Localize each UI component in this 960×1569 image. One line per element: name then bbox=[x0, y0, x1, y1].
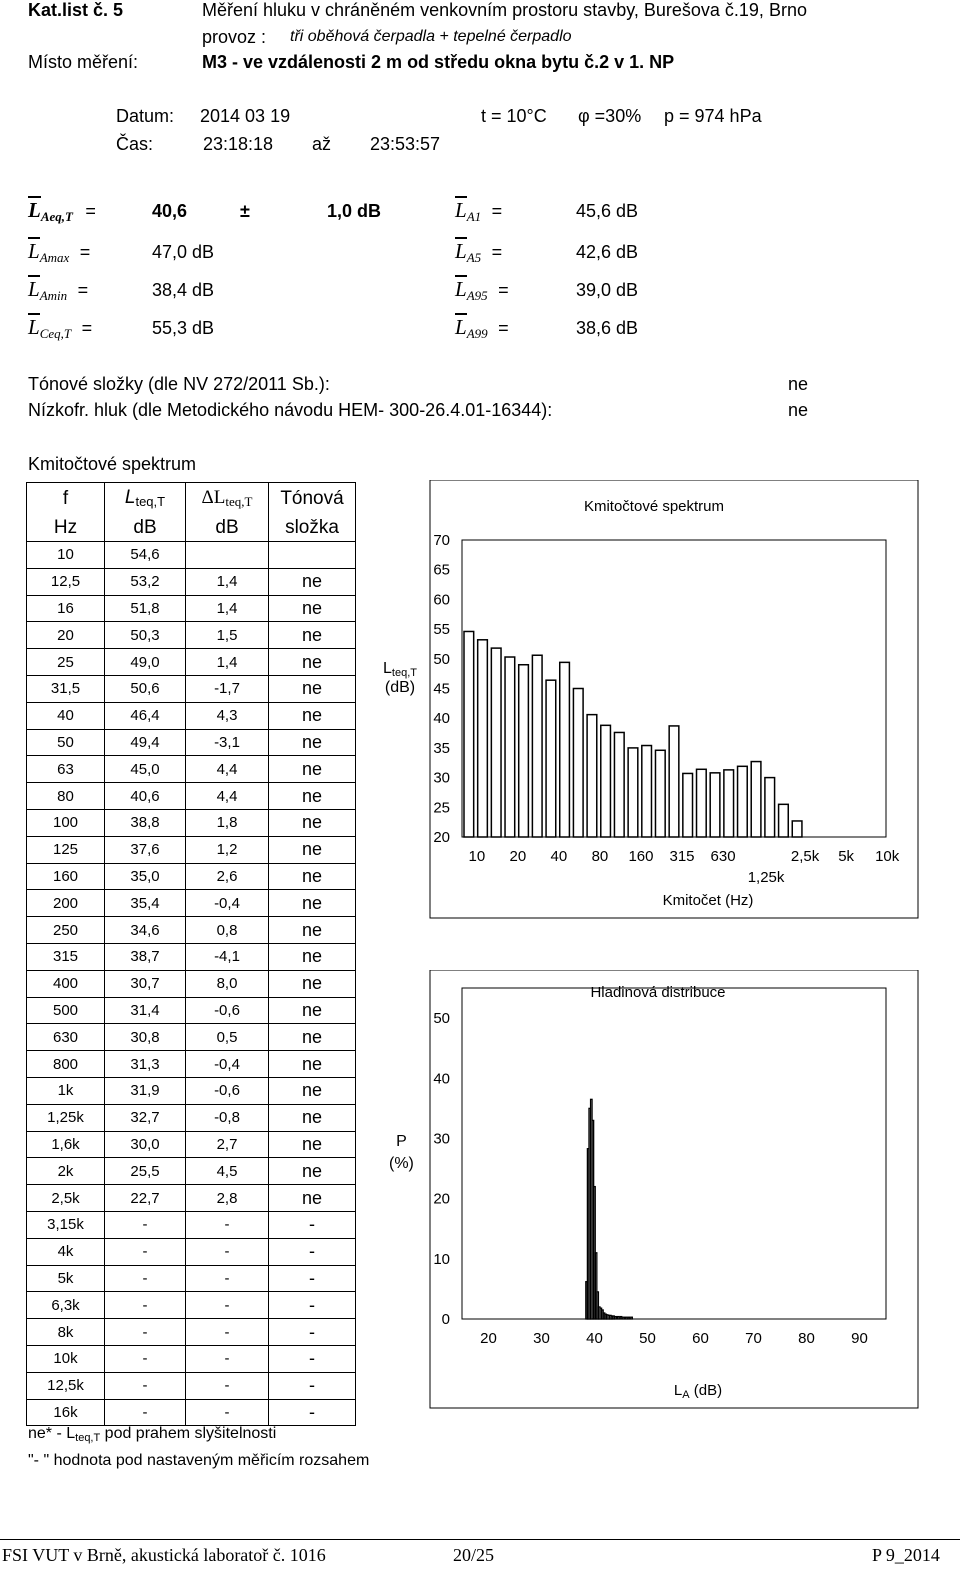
report-title: Měření hluku v chráněném venkovním prostoru stavby, Burešova č.19, Brno bbox=[202, 0, 807, 20]
laeq-value: 40,6 bbox=[152, 201, 188, 221]
chart1-bar bbox=[710, 773, 720, 837]
chart1-bar bbox=[587, 715, 597, 837]
distribution-chart bbox=[420, 970, 920, 1410]
cell-delta-l: 1,8 bbox=[186, 809, 269, 836]
chart2-bar bbox=[613, 1316, 614, 1319]
table-row bbox=[27, 1345, 356, 1372]
cell-delta-l: 0,5 bbox=[186, 1024, 269, 1051]
cell-delta-l: - bbox=[186, 1292, 269, 1319]
cell-lteq: 31,3 bbox=[105, 1051, 186, 1078]
table-row bbox=[27, 1104, 356, 1131]
cell-frequency: 10 bbox=[27, 542, 105, 569]
table-row bbox=[27, 729, 356, 756]
cell-lteq: 51,8 bbox=[105, 595, 186, 622]
cell-frequency: 125 bbox=[27, 836, 105, 863]
cell-delta-l: 2,6 bbox=[186, 863, 269, 890]
table-row bbox=[27, 1024, 356, 1051]
cell-delta-l: 8,0 bbox=[186, 970, 269, 997]
cell-tonal: ne bbox=[269, 568, 356, 595]
chart2-bar bbox=[618, 1317, 619, 1319]
temperature: t = 10°C bbox=[481, 106, 547, 126]
chart2-title: Hladinová distribuce bbox=[590, 984, 726, 1001]
provoz-value: tři oběhová čerpadla + tepelné čerpadlo bbox=[290, 28, 572, 45]
cell-lteq: 35,0 bbox=[105, 863, 186, 890]
cell-tonal: ne bbox=[269, 702, 356, 729]
table-row bbox=[27, 595, 356, 622]
table-row bbox=[27, 1372, 356, 1399]
laeq-uncertainty: 1,0 dB bbox=[327, 201, 382, 221]
lamax-value: 47,0 dB bbox=[152, 242, 215, 262]
footer-rule bbox=[0, 1539, 960, 1540]
cell-tonal: ne bbox=[269, 1077, 356, 1104]
chart1-ytick-label: 20 bbox=[433, 829, 450, 846]
cell-lteq: - bbox=[105, 1319, 186, 1346]
sheet-number: Kat.list č. 5 bbox=[28, 0, 124, 20]
cell-delta-l: -1,7 bbox=[186, 675, 269, 702]
chart1-ytick-label: 55 bbox=[433, 621, 450, 639]
cell-tonal: - bbox=[269, 1372, 356, 1399]
chart1-bar bbox=[614, 732, 624, 837]
cell-delta-l: - bbox=[186, 1399, 269, 1426]
cell-delta-l: - bbox=[186, 1238, 269, 1265]
cell-frequency: 500 bbox=[27, 997, 105, 1024]
cell-frequency: 630 bbox=[27, 1024, 105, 1051]
table-row bbox=[27, 1051, 356, 1078]
cell-delta-l: -0,6 bbox=[186, 997, 269, 1024]
cell-tonal: ne bbox=[269, 783, 356, 810]
cell-frequency: 5k bbox=[27, 1265, 105, 1292]
cas-from: 23:18:18 bbox=[203, 134, 274, 154]
provoz-label: provoz : bbox=[202, 27, 267, 47]
cell-tonal bbox=[269, 542, 356, 569]
cell-tonal: ne bbox=[269, 943, 356, 970]
cell-lteq: 46,4 bbox=[105, 702, 186, 729]
chart2-xtick-label: 20 bbox=[480, 1330, 497, 1347]
header-tonal: Tónová bbox=[269, 483, 356, 514]
cas-to: 23:53:57 bbox=[370, 134, 441, 154]
chart1-bar bbox=[779, 804, 789, 837]
cell-tonal: ne bbox=[269, 595, 356, 622]
chart2-xlabel: $L_A$ (dB) bbox=[673, 1382, 723, 1401]
cell-tonal: ne bbox=[269, 809, 356, 836]
cell-frequency: 16 bbox=[27, 595, 105, 622]
cell-lteq: 35,4 bbox=[105, 890, 186, 917]
lceq-value: 55,3 dB bbox=[152, 318, 215, 338]
chart1-xtick-label: 80 bbox=[591, 848, 609, 865]
cell-delta-l bbox=[186, 542, 269, 569]
lamin-value: 38,4 dB bbox=[152, 280, 215, 300]
chart2-xtick-label: 80 bbox=[798, 1330, 815, 1347]
cell-tonal: ne bbox=[269, 970, 356, 997]
cell-lteq: 22,7 bbox=[105, 1185, 186, 1212]
chart1-xtick-label: 20 bbox=[509, 848, 527, 865]
chart1-ytick-label: 40 bbox=[433, 710, 450, 728]
chart1-bar bbox=[560, 662, 570, 837]
cell-frequency: 2,5k bbox=[27, 1185, 105, 1212]
table-row bbox=[27, 1077, 356, 1104]
pressure: p = 974 hPa bbox=[664, 106, 762, 126]
cell-tonal: ne bbox=[269, 675, 356, 702]
lceq-symbol: $L_{Ceq,T}$ = bbox=[28, 315, 93, 341]
chart2-xtick-label: 40 bbox=[586, 1330, 603, 1347]
tonal-label: Tónové složky (dle NV 272/2011 Sb.): bbox=[28, 374, 330, 394]
cell-lteq: 45,0 bbox=[105, 756, 186, 783]
cell-delta-l: -4,1 bbox=[186, 943, 269, 970]
cell-tonal: - bbox=[269, 1238, 356, 1265]
laeq-plusminus: ± bbox=[240, 201, 250, 221]
cell-lteq: 40,6 bbox=[105, 783, 186, 810]
cell-lteq: 25,5 bbox=[105, 1158, 186, 1185]
cell-tonal: ne bbox=[269, 1024, 356, 1051]
footer-page: 20/25 bbox=[453, 1545, 495, 1565]
unit-lteq: dB bbox=[105, 513, 186, 542]
chart2-ylabel: P (%) bbox=[389, 1133, 414, 1172]
cell-tonal: ne bbox=[269, 1185, 356, 1212]
cell-frequency: 10k bbox=[27, 1345, 105, 1372]
spectrum-table bbox=[26, 482, 356, 1426]
chart2-xtick-label: 60 bbox=[692, 1330, 709, 1347]
cell-delta-l: -0,4 bbox=[186, 890, 269, 917]
la1-symbol: $L_{A1}$ = bbox=[455, 198, 503, 224]
cell-lteq: 34,6 bbox=[105, 917, 186, 944]
header-delta-l: ΔLteq,T bbox=[186, 483, 269, 514]
cell-delta-l: 1,5 bbox=[186, 622, 269, 649]
cell-frequency: 2k bbox=[27, 1158, 105, 1185]
chart1-bar bbox=[792, 821, 802, 837]
chart1-bar bbox=[724, 770, 734, 837]
cell-lteq: 30,8 bbox=[105, 1024, 186, 1051]
table-row bbox=[27, 1185, 356, 1212]
cas-label: Čas: bbox=[116, 134, 154, 154]
chart1-bar bbox=[464, 631, 474, 837]
misto-label: Místo měření: bbox=[28, 52, 139, 72]
chart1-xtick-label: 1,25k bbox=[747, 869, 785, 886]
cell-lteq: - bbox=[105, 1238, 186, 1265]
la99-symbol: $L_{A99}$ = bbox=[455, 315, 509, 341]
la99-value: 38,6 dB bbox=[576, 318, 639, 338]
chart1-bar bbox=[765, 778, 775, 837]
cell-frequency: 4k bbox=[27, 1238, 105, 1265]
lamax-symbol: $L_{Amax}$ = bbox=[28, 239, 91, 265]
cell-delta-l: 4,4 bbox=[186, 783, 269, 810]
footer-protocol: P 9_2014 bbox=[872, 1545, 940, 1565]
cell-lteq: - bbox=[105, 1372, 186, 1399]
cell-tonal: ne bbox=[269, 890, 356, 917]
cell-delta-l: 1,2 bbox=[186, 836, 269, 863]
table-unit-row bbox=[27, 513, 356, 542]
cell-frequency: 50 bbox=[27, 729, 105, 756]
table-row bbox=[27, 997, 356, 1024]
cell-lteq: - bbox=[105, 1345, 186, 1372]
chart2-xtick-label: 70 bbox=[745, 1330, 762, 1347]
lowfreq-label: Nízkofr. hluk (dle Metodického návodu HEM- 300-26.4.01-16344): bbox=[28, 400, 553, 420]
cell-lteq: 30,0 bbox=[105, 1131, 186, 1158]
cell-lteq: 38,7 bbox=[105, 943, 186, 970]
cell-delta-l: - bbox=[186, 1345, 269, 1372]
datum-label: Datum: bbox=[116, 106, 175, 126]
chart1-xtick-label: 10k bbox=[875, 848, 900, 865]
header-lteq: Lteq,T bbox=[105, 483, 186, 514]
chart1-bar bbox=[546, 680, 556, 837]
chart2-bar bbox=[620, 1317, 621, 1319]
chart2-xtick-label: 90 bbox=[851, 1330, 868, 1347]
chart2-bar bbox=[631, 1317, 632, 1319]
table-row bbox=[27, 917, 356, 944]
cell-lteq: 49,0 bbox=[105, 649, 186, 676]
cell-tonal: ne bbox=[269, 917, 356, 944]
lamin-symbol: $L_{Amin}$ = bbox=[28, 277, 89, 303]
la1-value: 45,6 dB bbox=[576, 201, 639, 221]
cell-lteq: - bbox=[105, 1292, 186, 1319]
cell-frequency: 1k bbox=[27, 1077, 105, 1104]
legend-below-threshold: ne* - Lteq,T pod prahem slyšitelnosti bbox=[28, 1425, 277, 1444]
chart1-xtick-label: 40 bbox=[550, 848, 568, 865]
cell-lteq: 49,4 bbox=[105, 729, 186, 756]
cell-delta-l: -0,6 bbox=[186, 1077, 269, 1104]
chart2-bar bbox=[626, 1317, 627, 1319]
la5-value: 42,6 dB bbox=[576, 242, 639, 262]
cell-delta-l: 4,4 bbox=[186, 756, 269, 783]
cell-frequency: 12,5k bbox=[27, 1372, 105, 1399]
cell-frequency: 1,25k bbox=[27, 1104, 105, 1131]
table-row bbox=[27, 756, 356, 783]
cell-frequency: 3,15k bbox=[27, 1211, 105, 1238]
chart1-ytick-label: 65 bbox=[433, 561, 450, 579]
cell-delta-l: 2,7 bbox=[186, 1131, 269, 1158]
cell-lteq: 32,7 bbox=[105, 1104, 186, 1131]
chart1-xtick-label: 630 bbox=[710, 848, 736, 865]
table-row bbox=[27, 1319, 356, 1346]
cell-tonal: ne bbox=[269, 1158, 356, 1185]
cell-tonal: ne bbox=[269, 1104, 356, 1131]
chart2-frame bbox=[430, 970, 918, 1408]
chart2-ytick-label: 40 bbox=[433, 1070, 450, 1088]
cell-lteq: 53,2 bbox=[105, 568, 186, 595]
cell-frequency: 6,3k bbox=[27, 1292, 105, 1319]
la95-symbol: $L_{A95}$ = bbox=[455, 277, 509, 303]
table-row bbox=[27, 1265, 356, 1292]
cell-delta-l: - bbox=[186, 1319, 269, 1346]
table-row bbox=[27, 863, 356, 890]
table-row bbox=[27, 1399, 356, 1426]
cell-tonal: - bbox=[269, 1292, 356, 1319]
chart1-bar bbox=[628, 748, 638, 837]
chart1-xtick-label: 2,5k bbox=[790, 848, 820, 865]
chart2-ytick-label: 10 bbox=[433, 1250, 450, 1268]
chart2-bar bbox=[615, 1317, 616, 1319]
laeq-symbol: $L_{Aeq,T}$ = bbox=[28, 198, 96, 224]
datum-value: 2014 03 19 bbox=[200, 106, 291, 126]
cell-frequency: 250 bbox=[27, 917, 105, 944]
chart2-ytick-label: 50 bbox=[433, 1010, 450, 1028]
chart1-xtick-label: 315 bbox=[669, 848, 695, 865]
chart2-bar bbox=[623, 1317, 624, 1319]
cell-delta-l: - bbox=[186, 1211, 269, 1238]
cell-tonal: ne bbox=[269, 863, 356, 890]
cell-frequency: 20 bbox=[27, 622, 105, 649]
chart1-ytick-label: 45 bbox=[433, 680, 450, 698]
cell-lteq: 54,6 bbox=[105, 542, 186, 569]
cell-tonal: - bbox=[269, 1265, 356, 1292]
table-row bbox=[27, 809, 356, 836]
table-header-row bbox=[27, 483, 356, 514]
cell-delta-l: -3,1 bbox=[186, 729, 269, 756]
chart1-ytick-label: 60 bbox=[433, 591, 450, 609]
chart1-ytick-label: 25 bbox=[433, 799, 450, 817]
chart1-ytick-label: 35 bbox=[433, 739, 450, 757]
spectrum-chart bbox=[420, 480, 920, 920]
spectrum-caption: Kmitočtové spektrum bbox=[28, 454, 197, 474]
chart1-xlabel: Kmitočet (Hz) bbox=[662, 892, 754, 909]
footer-lab: FSI VUT v Brně, akustická laboratoř č. 1016 bbox=[2, 1545, 326, 1565]
cell-delta-l: 0,8 bbox=[186, 917, 269, 944]
chart1-bar bbox=[751, 762, 761, 837]
unit-dl: dB bbox=[186, 513, 269, 542]
chart1-bar bbox=[738, 766, 748, 837]
unit-tonal: složka bbox=[269, 513, 356, 542]
table-row bbox=[27, 890, 356, 917]
cell-frequency: 31,5 bbox=[27, 675, 105, 702]
table-row bbox=[27, 675, 356, 702]
cell-tonal: ne bbox=[269, 997, 356, 1024]
lowfreq-value: ne bbox=[788, 400, 809, 420]
chart1-bar bbox=[683, 773, 693, 837]
cell-tonal: ne bbox=[269, 729, 356, 756]
cell-frequency: 8k bbox=[27, 1319, 105, 1346]
chart2-ytick-label: 30 bbox=[433, 1130, 450, 1148]
chart2-ytick-label: 0 bbox=[441, 1311, 450, 1328]
chart2-ytick-label: 20 bbox=[433, 1190, 450, 1208]
header-f: f bbox=[27, 483, 105, 514]
cell-tonal: - bbox=[269, 1345, 356, 1372]
unit-f: Hz bbox=[27, 513, 105, 542]
cell-lteq: - bbox=[105, 1211, 186, 1238]
table-row bbox=[27, 622, 356, 649]
cell-frequency: 63 bbox=[27, 756, 105, 783]
chart2-xtick-label: 50 bbox=[639, 1330, 656, 1347]
cell-lteq: - bbox=[105, 1265, 186, 1292]
chart1-bar bbox=[519, 665, 529, 837]
chart1-xtick-label: 160 bbox=[628, 848, 654, 865]
table-row bbox=[27, 542, 356, 569]
cell-delta-l: 2,8 bbox=[186, 1185, 269, 1212]
cell-tonal: ne bbox=[269, 1051, 356, 1078]
cell-tonal: ne bbox=[269, 649, 356, 676]
cell-frequency: 160 bbox=[27, 863, 105, 890]
cas-to-word: až bbox=[312, 134, 332, 154]
table-row bbox=[27, 649, 356, 676]
legend-below-range: "- " hodnota pod nastaveným měřicím rozsahem bbox=[28, 1452, 370, 1469]
table-row bbox=[27, 1292, 356, 1319]
cell-tonal: - bbox=[269, 1211, 356, 1238]
humidity: φ =30% bbox=[578, 106, 642, 126]
la95-value: 39,0 dB bbox=[576, 280, 639, 300]
chart2-bar bbox=[628, 1317, 629, 1319]
chart1-bar bbox=[491, 648, 501, 837]
cell-frequency: 200 bbox=[27, 890, 105, 917]
chart1-bar bbox=[697, 769, 707, 837]
table-row bbox=[27, 1158, 356, 1185]
cell-frequency: 315 bbox=[27, 943, 105, 970]
chart1-bar bbox=[655, 750, 665, 837]
chart1-title: Kmitočtové spektrum bbox=[583, 498, 725, 515]
cell-frequency: 12,5 bbox=[27, 568, 105, 595]
cell-lteq: 30,7 bbox=[105, 970, 186, 997]
chart1-xtick-label: 5k bbox=[838, 848, 855, 865]
cell-frequency: 400 bbox=[27, 970, 105, 997]
table-row bbox=[27, 836, 356, 863]
chart1-ytick-label: 30 bbox=[433, 769, 450, 787]
chart1-bar bbox=[642, 746, 652, 837]
chart1-bar bbox=[669, 726, 679, 837]
table-row bbox=[27, 702, 356, 729]
cell-lteq: 50,3 bbox=[105, 622, 186, 649]
cell-lteq: 31,4 bbox=[105, 997, 186, 1024]
cell-frequency: 16k bbox=[27, 1399, 105, 1426]
cell-tonal: ne bbox=[269, 622, 356, 649]
la5-symbol: $L_{A5}$ = bbox=[455, 239, 503, 265]
chart1-xtick-label: 10 bbox=[468, 848, 486, 865]
chart1-bar bbox=[505, 657, 515, 837]
chart1-ylabel: Lteq,T (dB) bbox=[383, 660, 417, 696]
misto-value: M3 - ve vzdálenosti 2 m od středu okna bytu č.2 v 1. NP bbox=[202, 52, 675, 72]
cell-lteq: - bbox=[105, 1399, 186, 1426]
cell-delta-l: 4,3 bbox=[186, 702, 269, 729]
chart1-bar bbox=[573, 689, 583, 838]
cell-delta-l: 1,4 bbox=[186, 649, 269, 676]
chart1-bar bbox=[532, 655, 542, 837]
table-row bbox=[27, 943, 356, 970]
chart2-xtick-label: 30 bbox=[533, 1330, 550, 1347]
cell-frequency: 800 bbox=[27, 1051, 105, 1078]
cell-delta-l: 4,5 bbox=[186, 1158, 269, 1185]
cell-lteq: 38,8 bbox=[105, 809, 186, 836]
chart1-bar bbox=[478, 640, 488, 837]
table-row bbox=[27, 1211, 356, 1238]
cell-frequency: 80 bbox=[27, 783, 105, 810]
cell-delta-l: - bbox=[186, 1265, 269, 1292]
cell-delta-l: 1,4 bbox=[186, 568, 269, 595]
chart1-ytick-label: 70 bbox=[433, 532, 450, 549]
cell-delta-l: - bbox=[186, 1372, 269, 1399]
cell-tonal: ne bbox=[269, 1131, 356, 1158]
chart1-bar bbox=[601, 725, 611, 837]
cell-lteq: 31,9 bbox=[105, 1077, 186, 1104]
table-row bbox=[27, 568, 356, 595]
cell-tonal: - bbox=[269, 1319, 356, 1346]
cell-frequency: 1,6k bbox=[27, 1131, 105, 1158]
chart1-ytick-label: 50 bbox=[433, 650, 450, 668]
cell-delta-l: -0,4 bbox=[186, 1051, 269, 1078]
cell-tonal: - bbox=[269, 1399, 356, 1426]
tonal-value: ne bbox=[788, 374, 809, 394]
cell-tonal: ne bbox=[269, 836, 356, 863]
cell-delta-l: 1,4 bbox=[186, 595, 269, 622]
table-row bbox=[27, 783, 356, 810]
cell-delta-l: -0,8 bbox=[186, 1104, 269, 1131]
cell-tonal: ne bbox=[269, 756, 356, 783]
cell-frequency: 40 bbox=[27, 702, 105, 729]
cell-frequency: 25 bbox=[27, 649, 105, 676]
table-row bbox=[27, 1238, 356, 1265]
table-row bbox=[27, 970, 356, 997]
cell-lteq: 37,6 bbox=[105, 836, 186, 863]
table-row bbox=[27, 1131, 356, 1158]
cell-frequency: 100 bbox=[27, 809, 105, 836]
cell-lteq: 50,6 bbox=[105, 675, 186, 702]
